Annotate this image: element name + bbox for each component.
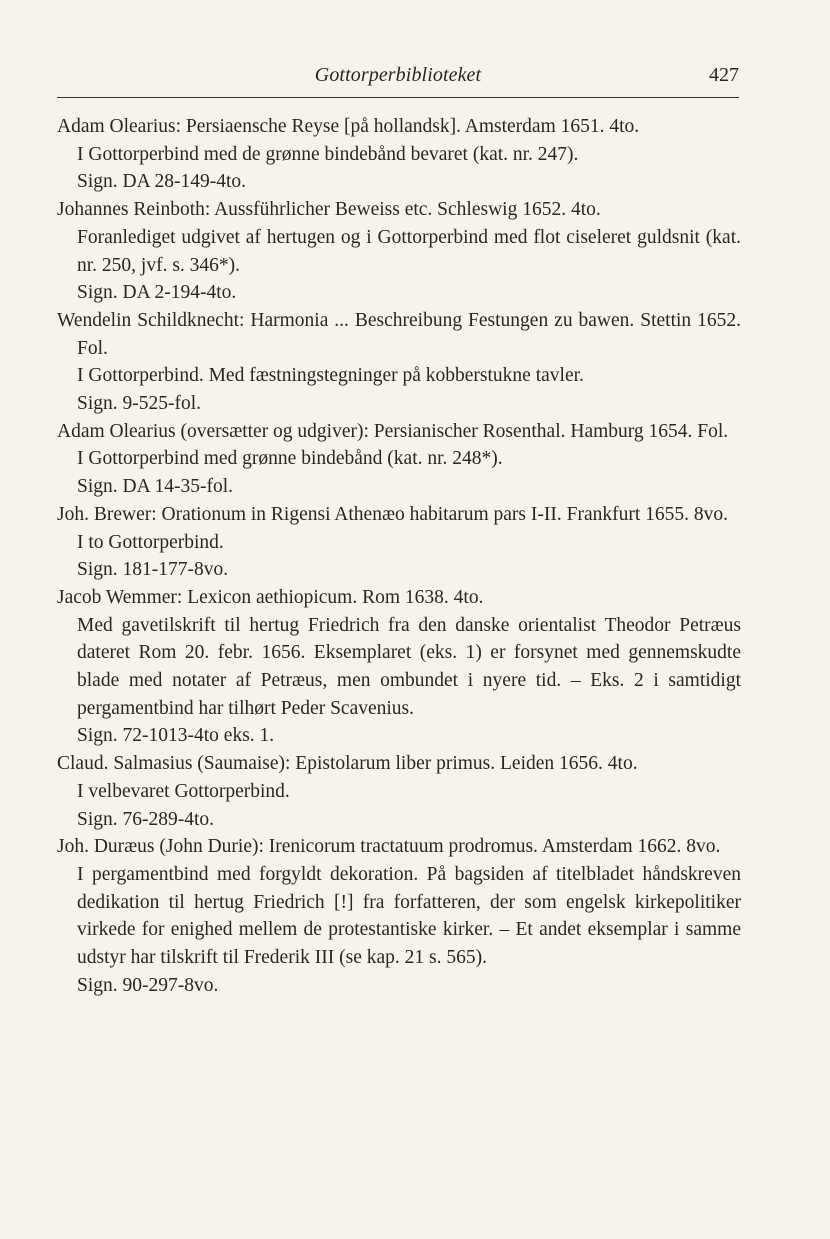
bibliography-list (57, 113, 741, 1000)
page-number: 427 (709, 64, 739, 86)
entry-title: Wendelin Schildknecht: Harmonia ... Beschreibung Festungen zu bawen. Stettin 1652. Fol. (57, 309, 741, 359)
entry-title: Joh. Brewer: Orationum in Rigensi Athenæo habitarum pars I-II. Frankfurt 1655. 8vo. (57, 503, 729, 525)
entry-signature: Sign. 72-1013-4to eks. 1. (77, 725, 275, 747)
bibliography-entry (57, 584, 741, 750)
entry-note: I Gottorperbind. Med fæstningstegninger på kobberstukne tavler. (77, 365, 584, 387)
entry-note: Foranlediget udgivet af hertugen og i Gottorperbind med flot ciseleret guldsnit (kat. nr. 250, jvf. s. 346*). (77, 226, 741, 276)
entry-title: Adam Olearius: Persiaensche Reyse [på hollandsk]. Amsterdam 1651. 4to. (57, 116, 640, 137)
entry-note: I Gottorperbind med grønne bindebånd (kat. nr. 248*). (77, 448, 503, 470)
entry-title: Jacob Wemmer: Lexicon aethiopicum. Rom 1638. 4to. (57, 586, 484, 608)
bibliography-entry (57, 196, 741, 307)
page-header (57, 62, 739, 92)
entry-title: Johannes Reinboth: Aussführlicher Beweiss etc. Schleswig 1652. 4to. (57, 199, 601, 221)
entry-title: Joh. Duræus (John Durie): Irenicorum tractatuum prodromus. Amsterdam 1662. 8vo. (57, 836, 721, 858)
entry-note: I pergamentbind med forgyldt dekoration. På bagsiden af titelbladet håndskreven dedikation til hertug Friedrich [!] fra forfatteren, der som engelsk kirkepolitiker virkede for enighed mellem de protestantiske kirker. – Et andet eksemplar i samme udstyr har tilskrift til Frederik III (se kap. 21 s. 565). (77, 863, 741, 969)
entry-signature: Sign. DA 28-149-4to. (77, 171, 247, 193)
bibliography-entry (57, 418, 741, 501)
bibliography-entry (57, 307, 741, 418)
entry-signature: Sign. DA 2-194-4to. (77, 282, 237, 304)
bibliography-entry (57, 501, 741, 584)
entry-title: Claud. Salmasius (Saumaise): Epistolarum liber primus. Leiden 1656. 4to. (57, 753, 638, 775)
entry-signature: Sign. 9-525-fol. (77, 393, 202, 415)
entry-signature: Sign. 181-177-8vo. (77, 559, 229, 581)
bibliography-entry (57, 833, 741, 999)
header-rule (57, 97, 739, 98)
entry-note: Med gavetilskrift til hertug Friedrich fra den danske orientalist Theodor Petræus dateret Rom 20. febr. 1656. Eksemplaret (eks. 1) er forsynet med gennemskudte blade med notater af Petræus, men ombundet i nyere tid. – Eks. 2 i samtidigt pergamentbind har tilhørt Peder Scavenius. (77, 614, 741, 719)
entry-note: I to Gottorperbind. (77, 531, 224, 553)
entry-signature: Sign. DA 14-35-fol. (77, 476, 233, 498)
bibliography-entry (57, 113, 741, 196)
bibliography-entry (57, 750, 741, 833)
running-title: Gottorperbiblioteket (314, 64, 482, 86)
entry-title: Adam Olearius (oversætter og udgiver): Persianischer Rosenthal. Hamburg 1654. Fol. (57, 420, 729, 442)
entry-signature: Sign. 90-297-8vo. (77, 974, 219, 996)
entry-note: I Gottorperbind med de grønne bindebånd bevaret (kat. nr. 247). (77, 143, 579, 165)
entry-note: I velbevaret Gottorperbind. (77, 780, 290, 802)
entry-signature: Sign. 76-289-4to. (77, 808, 215, 830)
